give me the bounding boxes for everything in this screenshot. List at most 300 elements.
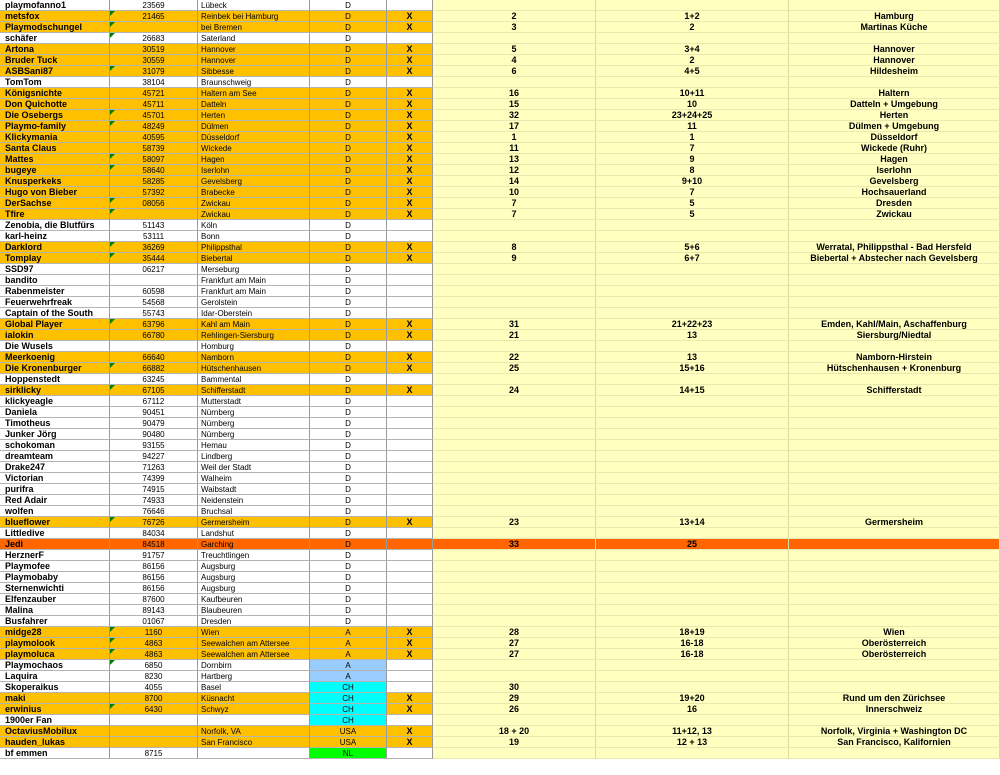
region-cell[interactable] xyxy=(789,682,1000,693)
zip-cell[interactable]: 4863 xyxy=(110,649,198,660)
range-cell[interactable] xyxy=(596,473,789,484)
nickname-cell[interactable]: Rabenmeister xyxy=(0,286,110,297)
country-cell[interactable]: D xyxy=(310,528,387,539)
region-cell[interactable] xyxy=(789,594,1000,605)
city-cell[interactable]: Gerolstein xyxy=(198,297,310,308)
attend-cell[interactable] xyxy=(387,583,433,594)
region-cell[interactable]: Rund um den Zürichsee xyxy=(789,693,1000,704)
region-cell[interactable]: Norfolk, Virginia + Washington DC xyxy=(789,726,1000,737)
nickname-cell[interactable]: Don Quichotte xyxy=(0,99,110,110)
city-cell[interactable]: bei Bremen xyxy=(198,22,310,33)
attend-cell[interactable] xyxy=(387,286,433,297)
country-cell[interactable]: D xyxy=(310,11,387,22)
region-cell[interactable] xyxy=(789,231,1000,242)
range-cell[interactable]: 2 xyxy=(596,22,789,33)
city-cell[interactable]: Frankfurt am Main xyxy=(198,286,310,297)
zip-cell[interactable]: 58097 xyxy=(110,154,198,165)
number-cell[interactable]: 6 xyxy=(433,66,596,77)
nickname-cell[interactable]: Tfire xyxy=(0,209,110,220)
number-cell[interactable]: 25 xyxy=(433,363,596,374)
nickname-cell[interactable]: Timotheus xyxy=(0,418,110,429)
city-cell[interactable]: Walheim xyxy=(198,473,310,484)
number-cell[interactable]: 7 xyxy=(433,209,596,220)
city-cell[interactable]: Weil der Stadt xyxy=(198,462,310,473)
region-cell[interactable]: Düsseldorf xyxy=(789,132,1000,143)
range-cell[interactable] xyxy=(596,671,789,682)
zip-cell[interactable]: 67112 xyxy=(110,396,198,407)
region-cell[interactable] xyxy=(789,462,1000,473)
range-cell[interactable] xyxy=(596,308,789,319)
region-cell[interactable]: Namborn-Hirstein xyxy=(789,352,1000,363)
attend-cell[interactable]: X xyxy=(387,132,433,143)
number-cell[interactable] xyxy=(433,660,596,671)
attend-cell[interactable]: X xyxy=(387,44,433,55)
region-cell[interactable] xyxy=(789,583,1000,594)
region-cell[interactable] xyxy=(789,506,1000,517)
number-cell[interactable]: 3 xyxy=(433,22,596,33)
zip-cell[interactable]: 01067 xyxy=(110,616,198,627)
range-cell[interactable] xyxy=(596,418,789,429)
attend-cell[interactable] xyxy=(387,506,433,517)
nickname-cell[interactable]: Playmobaby xyxy=(0,572,110,583)
range-cell[interactable] xyxy=(596,616,789,627)
country-cell[interactable]: D xyxy=(310,616,387,627)
city-cell[interactable]: Gevelsberg xyxy=(198,176,310,187)
range-cell[interactable]: 7 xyxy=(596,187,789,198)
attend-cell[interactable]: X xyxy=(387,330,433,341)
attend-cell[interactable]: X xyxy=(387,726,433,737)
number-cell[interactable]: 30 xyxy=(433,682,596,693)
attend-cell[interactable]: X xyxy=(387,22,433,33)
region-cell[interactable] xyxy=(789,308,1000,319)
city-cell[interactable]: Mutterstadt xyxy=(198,396,310,407)
zip-cell[interactable]: 90479 xyxy=(110,418,198,429)
zip-cell[interactable]: 36269 xyxy=(110,242,198,253)
country-cell[interactable]: D xyxy=(310,473,387,484)
nickname-cell[interactable]: erwinius xyxy=(0,704,110,715)
range-cell[interactable]: 6+7 xyxy=(596,253,789,264)
nickname-cell[interactable]: metsfox xyxy=(0,11,110,22)
city-cell[interactable]: Schifferstadt xyxy=(198,385,310,396)
region-cell[interactable] xyxy=(789,264,1000,275)
range-cell[interactable] xyxy=(596,528,789,539)
zip-cell[interactable]: 71263 xyxy=(110,462,198,473)
country-cell[interactable]: D xyxy=(310,506,387,517)
attend-cell[interactable]: X xyxy=(387,66,433,77)
range-cell[interactable] xyxy=(596,605,789,616)
region-cell[interactable]: Iserlohn xyxy=(789,165,1000,176)
attend-cell[interactable]: X xyxy=(387,704,433,715)
range-cell[interactable]: 21+22+23 xyxy=(596,319,789,330)
region-cell[interactable] xyxy=(789,572,1000,583)
number-cell[interactable]: 7 xyxy=(433,198,596,209)
number-cell[interactable] xyxy=(433,220,596,231)
country-cell[interactable]: D xyxy=(310,165,387,176)
range-cell[interactable]: 3+4 xyxy=(596,44,789,55)
number-cell[interactable] xyxy=(433,264,596,275)
region-cell[interactable] xyxy=(789,495,1000,506)
nickname-cell[interactable]: Elfenzauber xyxy=(0,594,110,605)
country-cell[interactable]: D xyxy=(310,319,387,330)
city-cell[interactable]: Idar-Oberstein xyxy=(198,308,310,319)
zip-cell[interactable]: 06217 xyxy=(110,264,198,275)
range-cell[interactable]: 16-18 xyxy=(596,638,789,649)
attend-cell[interactable]: X xyxy=(387,363,433,374)
range-cell[interactable] xyxy=(596,583,789,594)
nickname-cell[interactable]: Malina xyxy=(0,605,110,616)
zip-cell[interactable]: 08056 xyxy=(110,198,198,209)
attend-cell[interactable]: X xyxy=(387,638,433,649)
number-cell[interactable]: 18 + 20 xyxy=(433,726,596,737)
number-cell[interactable] xyxy=(433,77,596,88)
nickname-cell[interactable]: sirklicky xyxy=(0,385,110,396)
attend-cell[interactable]: X xyxy=(387,627,433,638)
country-cell[interactable]: D xyxy=(310,66,387,77)
number-cell[interactable] xyxy=(433,506,596,517)
zip-cell[interactable]: 8715 xyxy=(110,748,198,759)
city-cell[interactable]: Kahl am Main xyxy=(198,319,310,330)
country-cell[interactable]: D xyxy=(310,176,387,187)
range-cell[interactable]: 5 xyxy=(596,198,789,209)
city-cell[interactable]: Dülmen xyxy=(198,121,310,132)
city-cell[interactable]: Nürnberg xyxy=(198,407,310,418)
zip-cell[interactable]: 31079 xyxy=(110,66,198,77)
region-cell[interactable] xyxy=(789,748,1000,759)
city-cell[interactable]: Lindberg xyxy=(198,451,310,462)
range-cell[interactable] xyxy=(596,682,789,693)
region-cell[interactable] xyxy=(789,275,1000,286)
region-cell[interactable] xyxy=(789,341,1000,352)
country-cell[interactable]: D xyxy=(310,88,387,99)
attend-cell[interactable] xyxy=(387,264,433,275)
nickname-cell[interactable]: bugeye xyxy=(0,165,110,176)
country-cell[interactable]: D xyxy=(310,77,387,88)
city-cell[interactable]: Treuchtlingen xyxy=(198,550,310,561)
range-cell[interactable]: 4+5 xyxy=(596,66,789,77)
country-cell[interactable]: D xyxy=(310,110,387,121)
zip-cell[interactable]: 23569 xyxy=(110,0,198,11)
number-cell[interactable] xyxy=(433,528,596,539)
number-cell[interactable] xyxy=(433,396,596,407)
zip-cell[interactable]: 4863 xyxy=(110,638,198,649)
attend-cell[interactable] xyxy=(387,539,433,550)
city-cell[interactable]: Schwyz xyxy=(198,704,310,715)
number-cell[interactable]: 22 xyxy=(433,352,596,363)
attend-cell[interactable] xyxy=(387,561,433,572)
zip-cell[interactable]: 8700 xyxy=(110,693,198,704)
city-cell[interactable]: Neidenstein xyxy=(198,495,310,506)
country-cell[interactable]: D xyxy=(310,22,387,33)
country-cell[interactable]: D xyxy=(310,396,387,407)
country-cell[interactable]: D xyxy=(310,418,387,429)
attend-cell[interactable]: X xyxy=(387,55,433,66)
attend-cell[interactable] xyxy=(387,341,433,352)
attend-cell[interactable]: X xyxy=(387,385,433,396)
zip-cell[interactable]: 57392 xyxy=(110,187,198,198)
zip-cell[interactable]: 45711 xyxy=(110,99,198,110)
attend-cell[interactable]: X xyxy=(387,99,433,110)
city-cell[interactable]: Biebertal xyxy=(198,253,310,264)
region-cell[interactable]: Siersburg/Niedtal xyxy=(789,330,1000,341)
range-cell[interactable] xyxy=(596,264,789,275)
country-cell[interactable]: A xyxy=(310,638,387,649)
number-cell[interactable] xyxy=(433,550,596,561)
city-cell[interactable]: Dresden xyxy=(198,616,310,627)
range-cell[interactable] xyxy=(596,484,789,495)
region-cell[interactable]: Emden, Kahl/Main, Aschaffenburg xyxy=(789,319,1000,330)
range-cell[interactable] xyxy=(596,561,789,572)
city-cell[interactable]: Wien xyxy=(198,627,310,638)
attend-cell[interactable] xyxy=(387,440,433,451)
city-cell[interactable]: Iserlohn xyxy=(198,165,310,176)
range-cell[interactable]: 10 xyxy=(596,99,789,110)
attend-cell[interactable] xyxy=(387,275,433,286)
country-cell[interactable]: CH xyxy=(310,704,387,715)
number-cell[interactable]: 24 xyxy=(433,385,596,396)
region-cell[interactable]: Hildesheim xyxy=(789,66,1000,77)
zip-cell[interactable]: 51143 xyxy=(110,220,198,231)
nickname-cell[interactable]: Mattes xyxy=(0,154,110,165)
country-cell[interactable]: D xyxy=(310,44,387,55)
attend-cell[interactable] xyxy=(387,374,433,385)
nickname-cell[interactable]: Darklord xyxy=(0,242,110,253)
nickname-cell[interactable]: DerSachse xyxy=(0,198,110,209)
city-cell[interactable]: Augsburg xyxy=(198,572,310,583)
number-cell[interactable] xyxy=(433,748,596,759)
number-cell[interactable] xyxy=(433,583,596,594)
city-cell[interactable]: Köln xyxy=(198,220,310,231)
country-cell[interactable]: D xyxy=(310,253,387,264)
country-cell[interactable]: D xyxy=(310,539,387,550)
city-cell[interactable]: Saterland xyxy=(198,33,310,44)
number-cell[interactable] xyxy=(433,0,596,11)
range-cell[interactable] xyxy=(596,506,789,517)
zip-cell[interactable]: 4055 xyxy=(110,682,198,693)
region-cell[interactable] xyxy=(789,539,1000,550)
nickname-cell[interactable]: Playmofee xyxy=(0,561,110,572)
number-cell[interactable] xyxy=(433,605,596,616)
city-cell[interactable]: Hannover xyxy=(198,44,310,55)
attend-cell[interactable] xyxy=(387,0,433,11)
number-cell[interactable]: 5 xyxy=(433,44,596,55)
attend-cell[interactable] xyxy=(387,429,433,440)
nickname-cell[interactable]: Laquira xyxy=(0,671,110,682)
country-cell[interactable]: D xyxy=(310,517,387,528)
attend-cell[interactable] xyxy=(387,748,433,759)
country-cell[interactable]: NL xyxy=(310,748,387,759)
zip-cell[interactable]: 86156 xyxy=(110,572,198,583)
region-cell[interactable]: Germersheim xyxy=(789,517,1000,528)
attend-cell[interactable] xyxy=(387,220,433,231)
city-cell[interactable]: Waibstadt xyxy=(198,484,310,495)
range-cell[interactable] xyxy=(596,220,789,231)
region-cell[interactable]: Hannover xyxy=(789,44,1000,55)
region-cell[interactable]: Herten xyxy=(789,110,1000,121)
zip-cell[interactable]: 89143 xyxy=(110,605,198,616)
range-cell[interactable]: 11+12, 13 xyxy=(596,726,789,737)
city-cell[interactable]: Bammental xyxy=(198,374,310,385)
country-cell[interactable]: D xyxy=(310,132,387,143)
nickname-cell[interactable]: Victorian xyxy=(0,473,110,484)
nickname-cell[interactable]: Sternenwichti xyxy=(0,583,110,594)
country-cell[interactable]: D xyxy=(310,385,387,396)
region-cell[interactable]: Martinas Küche xyxy=(789,22,1000,33)
city-cell[interactable]: Norfolk, VA xyxy=(198,726,310,737)
region-cell[interactable]: Innerschweiz xyxy=(789,704,1000,715)
region-cell[interactable]: Hütschenhausen + Kronenburg xyxy=(789,363,1000,374)
city-cell[interactable] xyxy=(198,715,310,726)
number-cell[interactable] xyxy=(433,451,596,462)
nickname-cell[interactable]: Hugo von Bieber xyxy=(0,187,110,198)
range-cell[interactable] xyxy=(596,286,789,297)
nickname-cell[interactable]: Busfahrer xyxy=(0,616,110,627)
number-cell[interactable] xyxy=(433,473,596,484)
range-cell[interactable] xyxy=(596,594,789,605)
attend-cell[interactable]: X xyxy=(387,517,433,528)
city-cell[interactable]: Hagen xyxy=(198,154,310,165)
country-cell[interactable]: D xyxy=(310,264,387,275)
zip-cell[interactable]: 30559 xyxy=(110,55,198,66)
zip-cell[interactable]: 74915 xyxy=(110,484,198,495)
nickname-cell[interactable]: klickyeagle xyxy=(0,396,110,407)
city-cell[interactable]: Hartberg xyxy=(198,671,310,682)
nickname-cell[interactable]: Feuerwehrfreak xyxy=(0,297,110,308)
number-cell[interactable]: 17 xyxy=(433,121,596,132)
number-cell[interactable]: 32 xyxy=(433,110,596,121)
zip-cell[interactable]: 26683 xyxy=(110,33,198,44)
region-cell[interactable] xyxy=(789,418,1000,429)
city-cell[interactable]: Reinbek bei Hamburg xyxy=(198,11,310,22)
range-cell[interactable] xyxy=(596,748,789,759)
number-cell[interactable]: 11 xyxy=(433,143,596,154)
zip-cell[interactable]: 76726 xyxy=(110,517,198,528)
zip-cell[interactable]: 54568 xyxy=(110,297,198,308)
nickname-cell[interactable]: Artona xyxy=(0,44,110,55)
zip-cell[interactable]: 66780 xyxy=(110,330,198,341)
attend-cell[interactable]: X xyxy=(387,165,433,176)
region-cell[interactable] xyxy=(789,286,1000,297)
attend-cell[interactable]: X xyxy=(387,110,433,121)
range-cell[interactable] xyxy=(596,231,789,242)
country-cell[interactable]: A xyxy=(310,627,387,638)
nickname-cell[interactable]: schokoman xyxy=(0,440,110,451)
attend-cell[interactable] xyxy=(387,594,433,605)
country-cell[interactable]: D xyxy=(310,561,387,572)
number-cell[interactable] xyxy=(433,418,596,429)
nickname-cell[interactable]: TomTom xyxy=(0,77,110,88)
range-cell[interactable]: 18+19 xyxy=(596,627,789,638)
zip-cell[interactable] xyxy=(110,341,198,352)
nickname-cell[interactable]: ASBSani87 xyxy=(0,66,110,77)
nickname-cell[interactable]: Littledive xyxy=(0,528,110,539)
number-cell[interactable]: 12 xyxy=(433,165,596,176)
nickname-cell[interactable]: 1900er Fan xyxy=(0,715,110,726)
region-cell[interactable] xyxy=(789,0,1000,11)
attend-cell[interactable] xyxy=(387,77,433,88)
zip-cell[interactable]: 58640 xyxy=(110,165,198,176)
zip-cell[interactable]: 45721 xyxy=(110,88,198,99)
range-cell[interactable] xyxy=(596,396,789,407)
number-cell[interactable]: 13 xyxy=(433,154,596,165)
attend-cell[interactable] xyxy=(387,528,433,539)
city-cell[interactable]: Dornbirn xyxy=(198,660,310,671)
range-cell[interactable] xyxy=(596,550,789,561)
country-cell[interactable]: D xyxy=(310,99,387,110)
city-cell[interactable]: Basel xyxy=(198,682,310,693)
country-cell[interactable]: D xyxy=(310,341,387,352)
zip-cell[interactable]: 86156 xyxy=(110,583,198,594)
zip-cell[interactable]: 63245 xyxy=(110,374,198,385)
range-cell[interactable] xyxy=(596,297,789,308)
city-cell[interactable]: Hütschenhausen xyxy=(198,363,310,374)
zip-cell[interactable] xyxy=(110,726,198,737)
zip-cell[interactable] xyxy=(110,737,198,748)
country-cell[interactable]: D xyxy=(310,594,387,605)
number-cell[interactable]: 4 xyxy=(433,55,596,66)
range-cell[interactable]: 13 xyxy=(596,352,789,363)
country-cell[interactable]: D xyxy=(310,462,387,473)
range-cell[interactable] xyxy=(596,572,789,583)
country-cell[interactable]: USA xyxy=(310,737,387,748)
city-cell[interactable]: Seewalchen am Attersee xyxy=(198,649,310,660)
zip-cell[interactable]: 67105 xyxy=(110,385,198,396)
country-cell[interactable]: D xyxy=(310,209,387,220)
range-cell[interactable] xyxy=(596,407,789,418)
nickname-cell[interactable]: Captain of the South xyxy=(0,308,110,319)
number-cell[interactable] xyxy=(433,341,596,352)
zip-cell[interactable]: 87600 xyxy=(110,594,198,605)
city-cell[interactable]: Germersheim xyxy=(198,517,310,528)
city-cell[interactable]: Merseburg xyxy=(198,264,310,275)
number-cell[interactable] xyxy=(433,715,596,726)
number-cell[interactable] xyxy=(433,495,596,506)
range-cell[interactable]: 11 xyxy=(596,121,789,132)
region-cell[interactable] xyxy=(789,484,1000,495)
range-cell[interactable] xyxy=(596,715,789,726)
number-cell[interactable]: 10 xyxy=(433,187,596,198)
nickname-cell[interactable]: Meerkoenig xyxy=(0,352,110,363)
nickname-cell[interactable]: Junker Jörg xyxy=(0,429,110,440)
nickname-cell[interactable]: schäfer xyxy=(0,33,110,44)
range-cell[interactable] xyxy=(596,495,789,506)
city-cell[interactable]: Lübeck xyxy=(198,0,310,11)
zip-cell[interactable]: 90480 xyxy=(110,429,198,440)
range-cell[interactable]: 10+11 xyxy=(596,88,789,99)
range-cell[interactable]: 25 xyxy=(596,539,789,550)
attend-cell[interactable] xyxy=(387,660,433,671)
region-cell[interactable] xyxy=(789,528,1000,539)
city-cell[interactable]: Kaufbeuren xyxy=(198,594,310,605)
attend-cell[interactable] xyxy=(387,418,433,429)
range-cell[interactable] xyxy=(596,462,789,473)
city-cell[interactable]: Bonn xyxy=(198,231,310,242)
region-cell[interactable]: Schifferstadt xyxy=(789,385,1000,396)
zip-cell[interactable]: 66882 xyxy=(110,363,198,374)
nickname-cell[interactable]: Bruder Tuck xyxy=(0,55,110,66)
city-cell[interactable]: Braunschweig xyxy=(198,77,310,88)
region-cell[interactable]: Gevelsberg xyxy=(789,176,1000,187)
nickname-cell[interactable]: playmolook xyxy=(0,638,110,649)
number-cell[interactable]: 19 xyxy=(433,737,596,748)
zip-cell[interactable]: 40595 xyxy=(110,132,198,143)
nickname-cell[interactable]: playmoluca xyxy=(0,649,110,660)
zip-cell[interactable]: 63796 xyxy=(110,319,198,330)
range-cell[interactable]: 23+24+25 xyxy=(596,110,789,121)
zip-cell[interactable]: 76646 xyxy=(110,506,198,517)
city-cell[interactable]: Frankfurt am Main xyxy=(198,275,310,286)
country-cell[interactable]: D xyxy=(310,440,387,451)
nickname-cell[interactable]: SSD97 xyxy=(0,264,110,275)
